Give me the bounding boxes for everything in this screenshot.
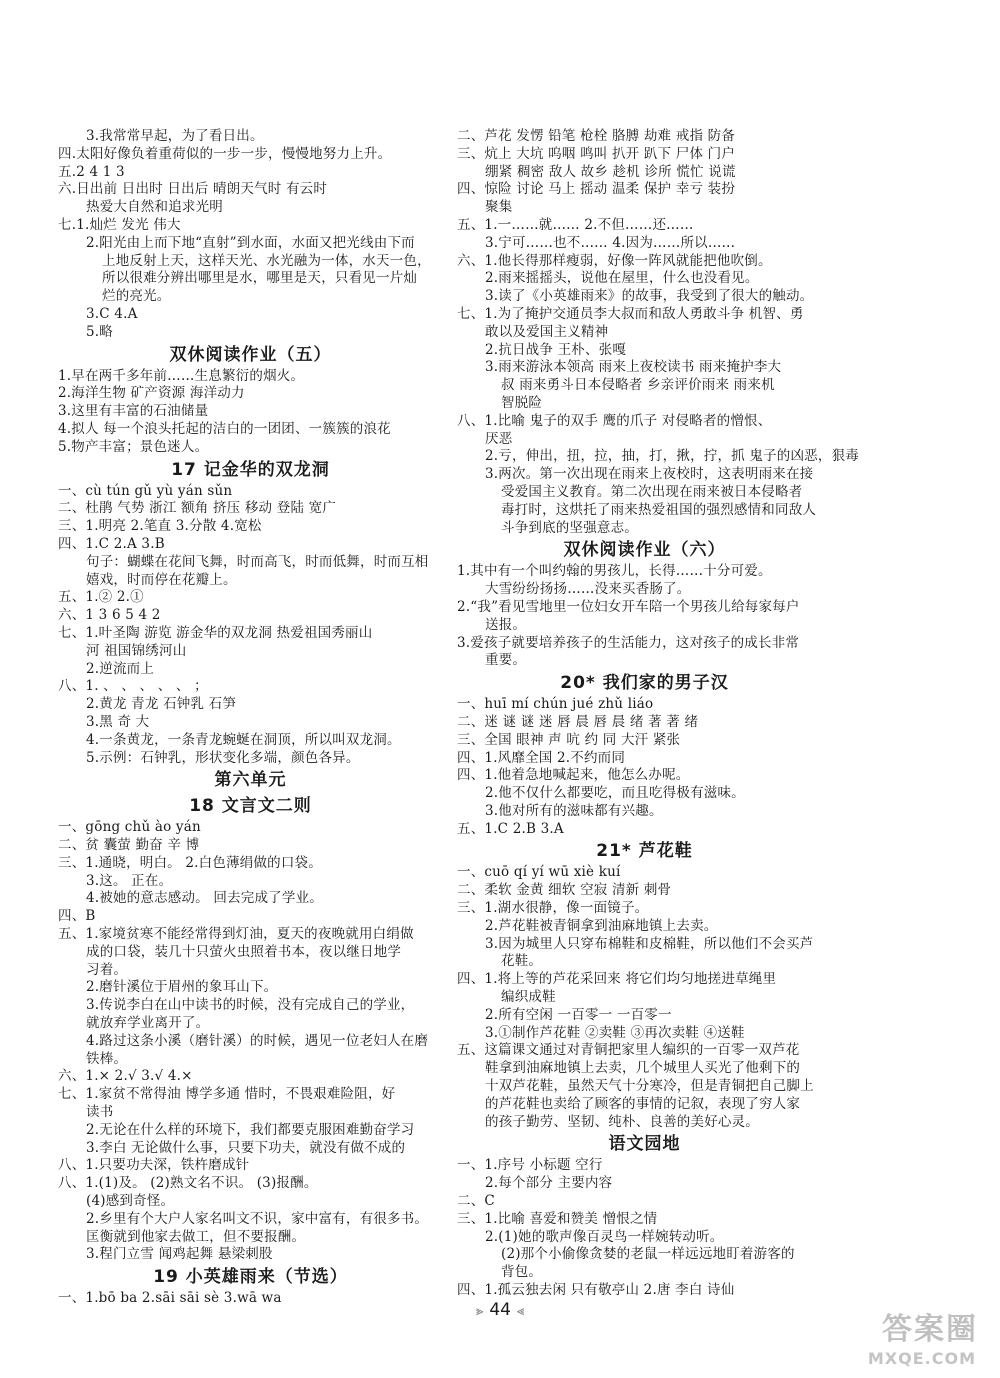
answer-line: 3.①制作芦花鞋 ②卖鞋 ③再次卖鞋 ④送鞋 [485,1024,745,1041]
section-heading: 双休阅读作业（五） [169,344,332,365]
answer-line: 1.其中有一个叫约翰的男孩儿，长得……十分可爱。 [457,563,772,580]
answer-line: 五、1.家境贫寒不能经常得到灯油，夏天的夜晚就用白绢做 [58,926,414,943]
answer-line: 四、1.他着急地喊起来，他怎么办呢。 [457,767,690,784]
answer-line: 读书 [86,1104,114,1121]
section-heading: 语文园地 [608,1134,681,1155]
answer-line: 三、1.比喻 喜爱和赞美 憎恨之情 [457,1210,658,1227]
answer-line: 3.宁可……也不…… 4.因为……所以…… [485,234,736,251]
answer-line: 一、gōng chǔ ào yán [58,819,201,836]
answer-line: 四、1.风靡全国 2.不约而同 [457,749,626,766]
answer-line: 2.亏，伸出，扭，拉，抽，打，揪，拧，抓 鬼子的凶恶，狠毒 [485,448,859,465]
answer-line: 绷紧 稠密 敌人 故乡 趁机 诊所 慌忙 说谎 [485,163,736,180]
answer-line: 3.李白 无论做什么事，只要下功夫，就没有做不成的 [86,1139,406,1156]
answer-line: 一、1.bō ba 2.sāi sāi sè 3.wā wa [58,1290,282,1307]
answer-line: 成的口袋，装几十只萤火虫照着书本，夜以继日地学 [86,943,402,960]
answer-line: 2.海洋生物 矿产资源 海洋动力 [58,385,245,402]
answer-line: 花鞋。 [501,953,543,970]
answer-line: 3.他对所有的滋味都有兴趣。 [485,802,663,819]
answer-line: 习着。 [86,961,128,978]
answer-line: 2.阳光由上而下地“直射”到水面，水面又把光线由下而 [86,234,415,251]
section-heading: 21* 芦花鞋 [596,841,693,862]
answer-line: 1.早在两千多年前……生息繁衍的烟火。 [58,367,305,384]
answer-line: 三、1.明亮 2.笔直 3.分散 4.宽松 [58,518,262,535]
answer-line: 敢以及爱国主义精神 [485,323,609,340]
answer-line: 3.这。 正在。 [86,872,173,889]
answer-line: 编织成鞋 [501,989,556,1006]
answer-line: 2.抗日战争 王朴、张嘎 [485,341,627,358]
answer-line: 二、柔软 金黄 细软 空寂 清新 刺骨 [457,882,672,899]
answer-line: 一、cù tún gǔ yù yán sǔn [58,482,233,499]
watermark-url: MXQE.COM [867,1349,976,1368]
answer-line: 3.这里有丰富的石油储量 [58,403,209,420]
answer-line: 5.示例：石钟乳，形状变化多端，颜色各异。 [86,749,360,766]
answer-line: 嬉戏，时而停在花瓣上。 [86,571,237,588]
answer-line: 三、全国 眼神 声 吭 约 同 大汗 紧张 [457,731,681,748]
answer-line: 5.略 [86,323,113,340]
answer-line: 3.我常常早起，为了看日出。 [86,128,264,144]
answer-line: 六、1 3 6 5 4 2 [58,607,161,624]
section-heading: 第六单元 [214,770,287,791]
answer-line: 三、1.湖水很静，像一面镜子。 [457,900,649,917]
answer-line: 智脱险 [501,394,543,411]
answer-line: 五、1.C 2.B 3.A [457,820,564,837]
answer-line: 六、1.他长得那样瘦弱，好像一阵风就能把他吹倒。 [457,252,772,269]
answer-line: 的芦花鞋也卖给了顾客的事情的记叙，表现了穷人家 [485,1095,801,1112]
answer-line: 聚集 [485,199,513,216]
section-heading: 双休阅读作业（六） [563,540,726,561]
answer-line: 八、1. 、 、 、 、 、 ； [58,678,208,695]
answer-line: 一、cuō qí yí wū xiè kuí [457,864,621,881]
answer-line: 河 祖国锦绣河山 [86,642,187,659]
answer-line: 3.读了《小英雄雨来》的故事，我受到了很大的触动。 [485,288,814,305]
answer-line: 二、贫 囊萤 勤奋 辛 博 [58,837,200,854]
section-heading: 20* 我们家的男子汉 [560,673,729,694]
answer-line: 4.路过这条小溪（磨针溪）的时候，遇见一位老妇人在磨 [86,1032,429,1049]
answer-line: 3.雨来游泳本领高 雨来上夜校读书 雨来掩护李大 [485,359,782,376]
answer-line: (4)感到奇怪。 [86,1193,175,1210]
answer-line: 五.2 4 1 3 [58,163,125,180]
answer-line: 重要。 [485,652,527,669]
answer-line: 2.(1)她的歌声像百灵鸟一样婉转动听。 [485,1228,724,1245]
answer-line: 烂的亮光。 [102,288,171,305]
answer-line: 二、芦花 发愣 铅笔 枪栓 胳膊 劫难 戒指 防备 [457,128,736,144]
answer-line: 3.程门立雪 闻鸡起舞 悬梁刺股 [86,1246,273,1263]
answer-line: (2)那个小偷像贪婪的老鼠一样远远地盯着游客的 [501,1246,795,1263]
page-arrow-right-icon: ⪡ [516,1304,525,1319]
answer-line: 2.每个部分 主要内容 [485,1175,613,1192]
answer-line: 的孩子勤劳、坚韧、纯朴、良善的美好心灵。 [485,1113,759,1130]
right-column [457,128,859,1300]
answer-line: 四.太阳好像负着重荷似的一步一步，慢慢地努力上升。 [58,145,392,162]
answer-line: 3.黑 奇 大 [86,713,150,730]
answer-line: 2.黄龙 青龙 石钟乳 石笋 [86,696,237,713]
answer-line: 鞋拿到油麻地镇上去卖，几个城里人买光了他剩下的 [485,1060,801,1077]
answer-line: 热爱大自然和追求光明 [86,199,223,216]
answer-line: 2.乡里有个大户人家名叫文不识，家中富有，有很多书。 [86,1210,429,1227]
answer-line: 二、杜鹃 气势 浙江 额角 挤压 移动 登陆 宽广 [58,500,337,517]
answer-line: 一、huī mí chún jué zhǔ liáo [457,696,654,713]
answer-line: 大雪纷纷扬扬……没来买香肠了。 [485,581,691,598]
answer-line: 2.逆流而上 [86,660,155,677]
answer-line: 六.日出前 日出时 日出后 晴朗天气时 有云时 [58,181,328,198]
answer-line: 2.芦花鞋被青铜拿到油麻地镇上去卖。 [485,917,718,934]
watermark-logo: 答案圈 [882,1312,978,1347]
answer-line: 送报。 [485,616,527,633]
answer-line: 2.他不仅什么都要吃，而且吃得极有滋味。 [485,785,745,802]
answer-line: 4.一条黄龙，一条青龙蜿蜒在洞顶，所以叫双龙洞。 [86,731,401,748]
answer-line: 十双芦花鞋，虽然天气十分寒冷，但是青铜把自己脚上 [485,1078,814,1095]
answer-line: 叔 雨来勇斗日本侵略者 乡亲评价雨来 雨来机 [501,377,775,394]
answer-line: 铁棒。 [86,1050,128,1067]
answer-line: 八、1.只要功夫深，铁杵磨成针 [58,1157,250,1174]
answer-line: 四、B [58,908,96,925]
answer-line: 七、1.家贫不常得油 博学多通 惜时，不畏艰难险阻，好 [58,1086,396,1103]
answer-line: 厌恶 [485,430,513,447]
answer-line: 2.“我”看见雪地里一位妇女开车陪一个男孩儿给每家每户 [457,598,800,615]
answer-line: 毒打时，这烘托了雨来热爱祖国的强烈感情和同敌人 [501,501,817,518]
answer-line: 2.所有空闲 一百零一 一百零一 [485,1006,672,1023]
answer-line: 4.被她的意志感动。 回去完成了学业。 [86,890,323,907]
answer-line: 五、1.一……就…… 2.不但……还…… [457,216,694,233]
answer-line: 3.爱孩子就要培养孩子的生活能力，这对孩子的成长非常 [457,634,800,651]
answer-line: 二、迷 谜 谜 迷 唇 晨 唇 晨 绪 著 著 绪 [457,713,699,730]
answer-line: 句子：蝴蝶在花间飞舞，时而高飞，时而低舞，时而互相 [86,553,429,570]
section-heading: 19 小英雄雨来（节选） [153,1267,348,1288]
answer-line: 3.C 4.A [86,305,138,322]
answer-line: 三、1.通晓，明白。 2.白色薄绢做的口袋。 [58,854,322,871]
page-number [470,1300,530,1320]
answer-line: 受爱国主义教育。第二次出现在雨来被日本侵略者 [501,483,803,500]
answer-line: 七、1.叶圣陶 游览 游金华的双龙洞 热爱祖国秀丽山 [58,624,373,641]
answer-line: 四、1.C 2.A 3.B [58,535,165,552]
answer-line: 5.物产丰富；景色迷人。 [58,438,209,455]
answer-line: 六、1.× 2.√ 3.√ 4.× [58,1068,193,1085]
page-number-text: 44 [489,1300,511,1320]
answer-line: 八、1.(1)及。 (2)熟文名不识。 (3)报酬。 [58,1175,318,1192]
section-heading: 18 文言文二则 [189,796,312,817]
answer-line: 3.因为城里人只穿布棉鞋和皮棉鞋，所以他们不会买芦 [485,935,814,952]
answer-line: 一、1.序号 小标题 空行 [457,1157,603,1174]
answer-line: 七.1.灿烂 发光 伟大 [58,216,181,233]
section-heading: 17 记金华的双龙洞 [171,459,330,480]
answer-line: 三、炕上 大坑 呜咽 鸣叫 扒开 趴下 尸体 门户 [457,145,736,162]
answer-line: 2.磨针溪位于眉州的象耳山下。 [86,979,278,996]
answer-line: 3.传说李白在山中读书的时候，没有完成自己的学业， [86,997,415,1014]
answer-line: 匡衡就到他家去做工，但不要报酬。 [86,1228,306,1245]
answer-line: 所以很难分辨出哪里是水，哪里是天，只看见一片灿 [102,270,418,287]
answer-line: 上地反射上天，这样天光、水光融为一体，水天一色， [102,252,431,269]
page-arrow-left-icon: ⪢ [476,1304,484,1319]
answer-line: 3.两次。第一次出现在雨来上夜校时，这表明雨来在接 [485,466,814,483]
answer-line: 四、1.孤云独去闲 只有敬亭山 2.唐 李白 诗仙 [457,1282,735,1299]
answer-line: 2.雨来摇摇头，说他在屋里，什么也没看见。 [485,270,759,287]
answer-line: 四、惊险 讨论 马上 摇动 温柔 保护 幸亏 装扮 [457,181,736,198]
answer-line: 背包。 [501,1264,543,1281]
answer-line: 就放弃学业离开了。 [86,1015,210,1032]
answer-line: 五、这篇课文通过对青铜把家里人编织的一百零一双芦花 [457,1042,800,1059]
answer-line: 二、C [457,1193,495,1210]
answer-line: 四、1.将上等的芦花采回来 将它们均匀地搓进草绳里 [457,971,777,988]
answer-line: 七、1.为了掩护交通员李大叔而和敌人勇敢斗争 机智、勇 [457,305,804,322]
left-column [58,128,443,1308]
answer-line: 五、1.② 2.① [58,589,144,606]
answer-line: 八、1.比喻 鬼子的双手 鹰的爪子 对侵略者的憎恨、 [457,412,772,429]
answer-line: 4.拟人 每一个浪头托起的洁白的一团团、一簇簇的浪花 [58,420,391,437]
answer-line: 2.无论在什么样的环境下，我们都要克服困难勤奋学习 [86,1121,415,1138]
answer-line: 斗争到底的坚强意志。 [501,519,638,536]
